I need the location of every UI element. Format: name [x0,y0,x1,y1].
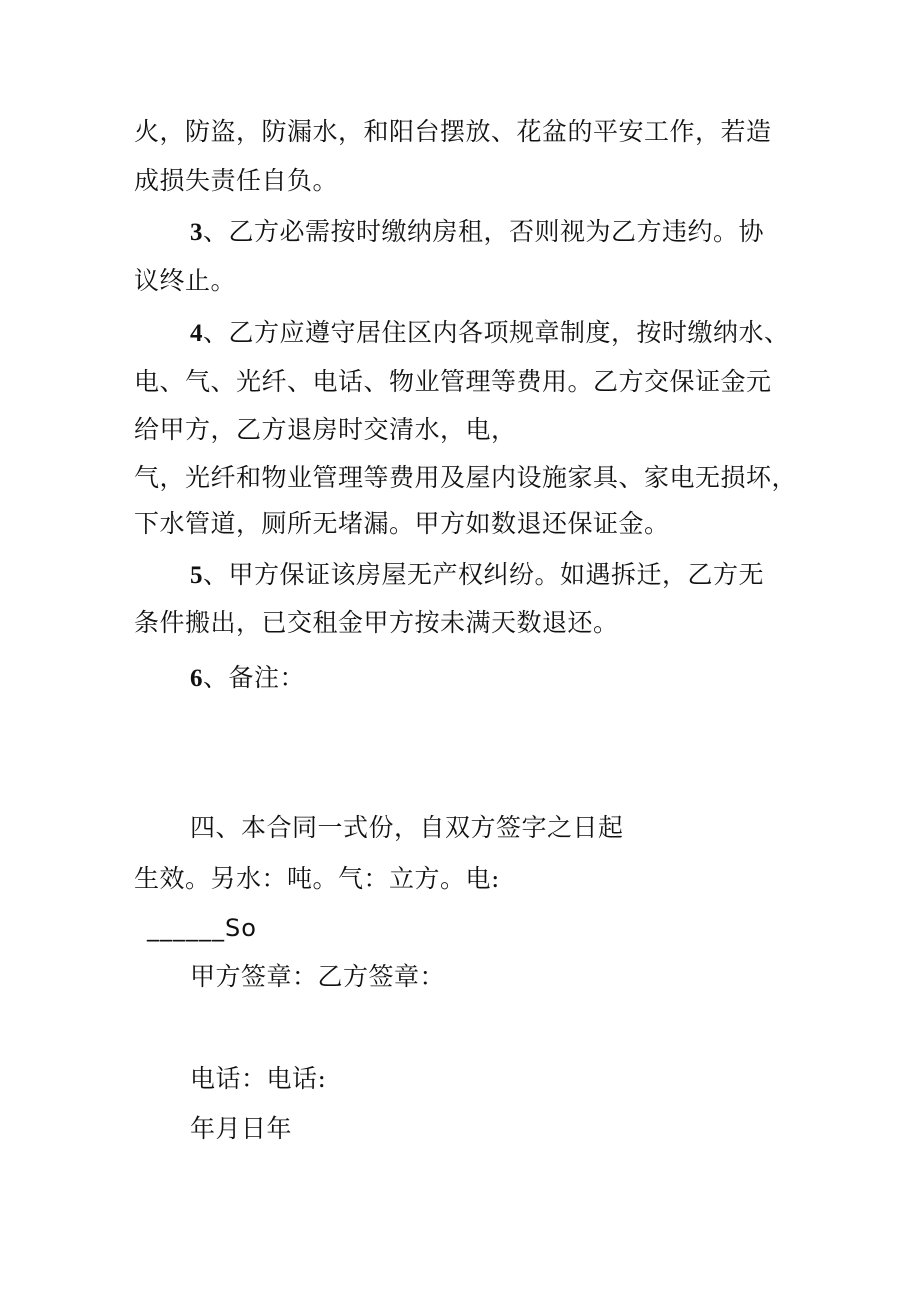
signature-phone-line: 电话：电话: [190,1064,327,1093]
clause-6-line [190,663,305,694]
signature-seal-line: 甲方签章：乙方签章： [190,962,446,991]
clause-tail-line-1: 火，防盗，防漏水，和阳台摆放、花盆的平安工作，若造 [134,117,772,146]
clause-3-line-2: 议终止。 [134,266,237,295]
clause-3-line-1 [190,217,764,248]
clause-3-number: 3 [190,219,203,246]
clause-4-number: 4 [190,320,203,347]
clause-4-line-2: 电、气、光纤、电话、物业管理等费用。乙方交保证金元 [134,367,772,396]
section-4-line-3: ______So [147,914,257,942]
clause-4-line-3: 给甲方，乙方退房时交清水，电， [134,415,517,444]
clause-4-line-4: 气，光纤和物业管理等费用及屋内设施家具、家电无损坏， [134,463,798,492]
signature-date-line: 年月日年 [190,1114,293,1143]
section-4-line-1: 四、本合同一式份，自双方签字之日起 [190,813,624,842]
clause-5-number: 5 [190,562,203,589]
clause-4-line-5: 下水管道，厕所无堵漏。甲方如数退还保证金。 [134,509,670,538]
clause-3-text: 、乙方必需按时缴纳房租，否则视为乙方违约。协 [203,217,765,246]
clause-6-text: 、备注： [203,663,306,692]
clause-tail-line-2: 成损失责任自负。 [134,166,339,195]
section-4-line-2: 生效。另水：吨。气：立方。电: [134,864,500,893]
clause-5-text: 、甲方保证该房屋无产权纠纷。如遇拆迁，乙方无 [203,560,765,589]
clause-4-text: 、乙方应遵守居住区内各项规章制度，按时缴纳水、 [203,318,790,347]
clause-5-line-2: 条件搬出，已交租金甲方按未满天数退还。 [134,608,619,637]
clause-6-number: 6 [190,665,203,692]
clause-4-line-1 [190,318,790,349]
clause-5-line-1 [190,560,764,591]
